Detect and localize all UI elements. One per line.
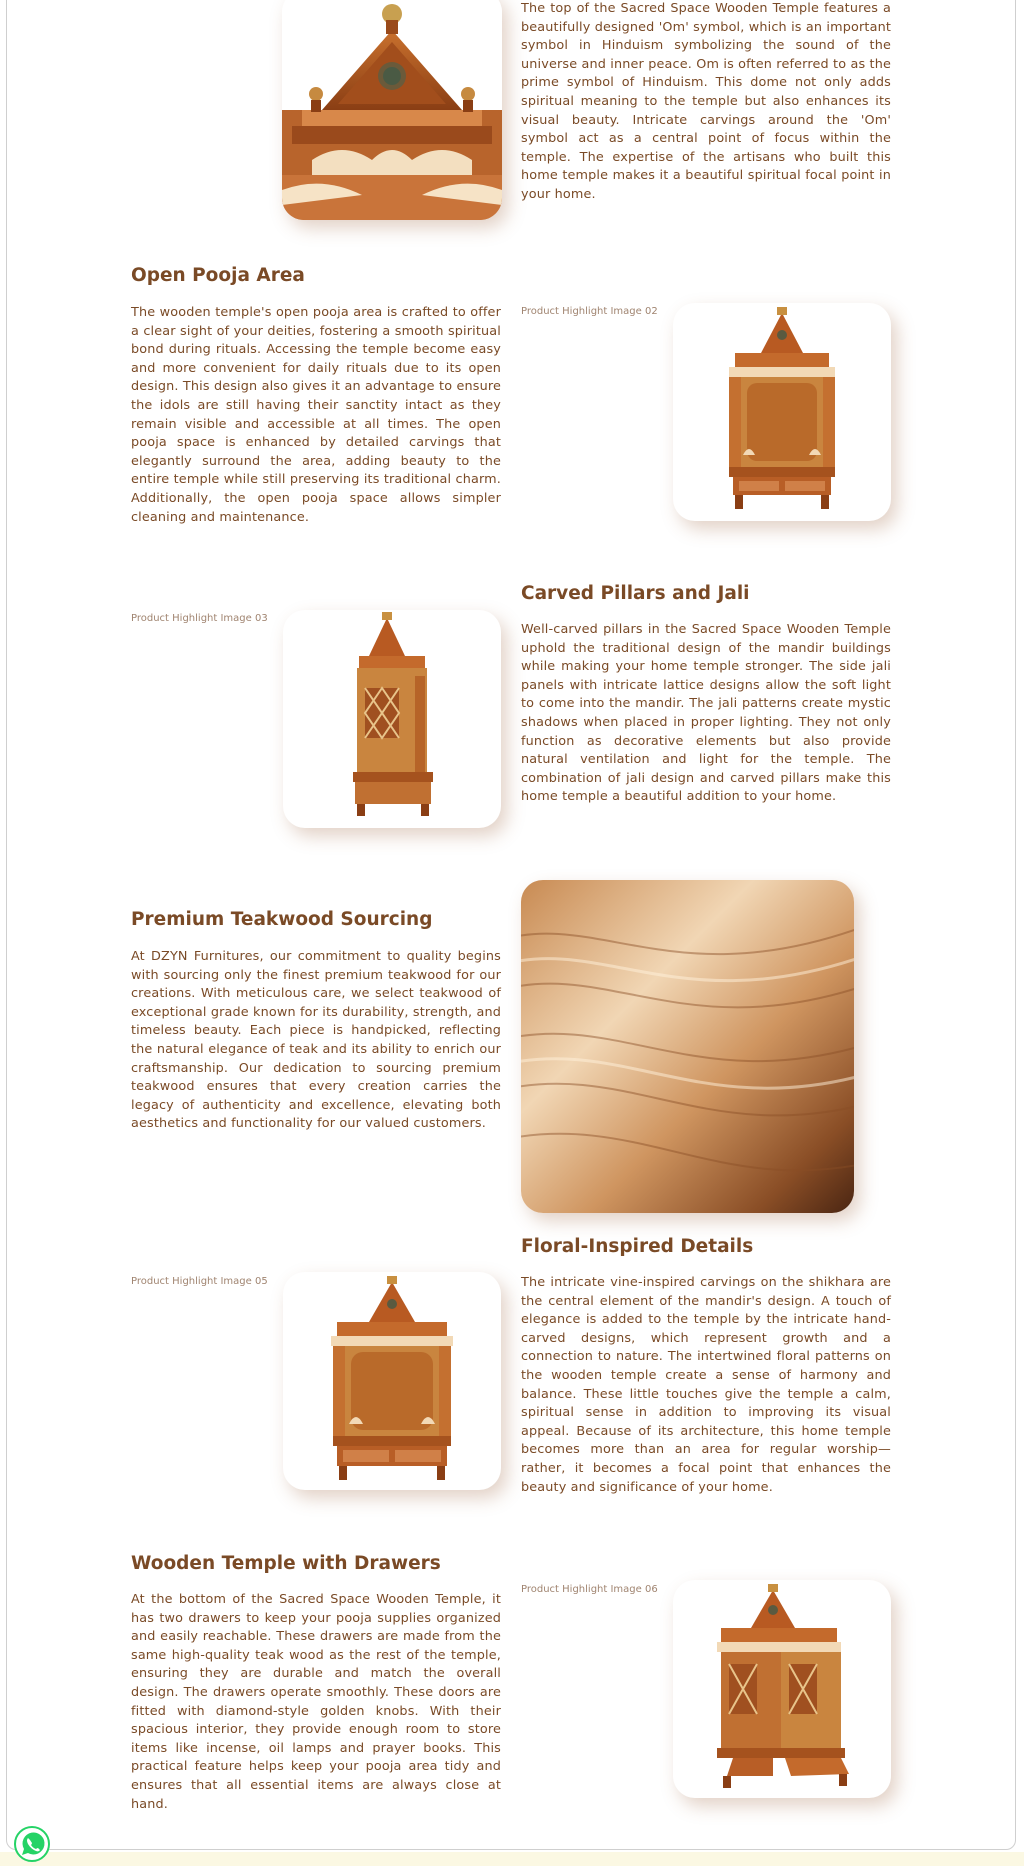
om-dome-description: The top of the Sacred Space Wooden Temple features a beautifully designed 'Om' symbol, which is an important symbol in Hinduism symbolizing the sound of the universe and inner peace. Om is often referred to as the prime symbol of Hinduism. This dome not only adds spiritual meaning to the temple but also enhances its visual beauty. Intricate carvings around the 'Om' symbol act as a central point of focus within the temple. The expertise of the artisans who built this home temple makes it a beautiful spiritual focal point in your home. [521, 1, 891, 202]
open-pooja-image [673, 303, 891, 521]
whatsapp-icon [14, 1826, 50, 1862]
image-caption: Product Highlight Image 05 [131, 1276, 268, 1287]
image-caption: Product Highlight Image 03 [131, 613, 268, 624]
drawers-image [673, 1580, 891, 1798]
temple-side-illustration [283, 610, 501, 828]
temple-front-illustration [673, 303, 891, 521]
temple-angled-illustration [673, 1580, 891, 1798]
temple-dome-closeup-illustration [282, 0, 502, 220]
drawers-description: At the bottom of the Sacred Space Wooden Temple, it has two drawers to keep your pooja supplies organized and easily reachable. These drawers are made from the same high-quality teak wood as the rest of the temple, ensuring they are durable and match the overall design. The drawers operate smoothly. These doors are fitted with diamond-style golden knobs. With their spacious interior, they provide enough room to store items like incense, oil lamps and prayer books. This practical feature helps keep your pooja area tidy and ensures that all essential items are always close at hand. [131, 1592, 501, 1812]
open-pooja-heading: Open Pooja Area [131, 265, 305, 286]
footer-strip [0, 1852, 1024, 1866]
open-pooja-description: The wooden temple's open pooja area is crafted to offer a clear sight of your deities, fostering a smooth spiritual bond during rituals. Accessing the temple become easy and more convenient for daily rituals due to its open design. This design also gives it an advantage to ensure the idols are still having their sanctity intact as they remain visible and accessible at all times. The open pooja space is enhanced by detailed carvings that elegantly surround the area, adding beauty to the entire temple while still preserving its traditional charm. Additionally, the open pooja space allows simpler cleaning and maintenance. [131, 305, 501, 525]
image-caption: Product Highlight Image 02 [521, 306, 658, 317]
pillars-jali-image [283, 610, 501, 828]
whatsapp-button[interactable] [14, 1826, 50, 1862]
teakwood-grain-image [521, 880, 854, 1213]
floral-heading: Floral-Inspired Details [521, 1236, 754, 1257]
teakwood-heading: Premium Teakwood Sourcing [131, 909, 433, 930]
om-dome-image [282, 0, 502, 220]
temple-front-illustration [283, 1272, 501, 1490]
floral-description: The intricate vine-inspired carvings on the shikhara are the central element of the mandir's design. A touch of elegance is added to the temple by the intricate hand-carved designs, which represent growth and a connection to nature. The intertwined floral patterns on the wooden temple create a sense of harmony and balance. These little touches give the temple a calm, spiritual sense in addition to improving its visual appeal. Because of its architecture, this home temple becomes more than an area for regular worship—rather, it becomes a focal point that enhances the beauty and significance of your home. [521, 1275, 891, 1495]
drawers-heading: Wooden Temple with Drawers [131, 1553, 441, 1574]
wood-grain-illustration [521, 880, 854, 1213]
teakwood-description: At DZYN Furnitures, our commitment to quality begins with sourcing only the finest premium teakwood for our creations. With meticulous care, we select teakwood of exceptional grade known for its durability, strength, and timeless beauty. Each piece is handpicked, reflecting the natural elegance of teak and its ability to enrich our craftsmanship. Our dedication to sourcing premium teakwood ensures that every creation carries the legacy of authenticity and excellence, elevating both aesthetics and functionality for our valued customers. [131, 949, 501, 1132]
pillars-jali-description: Well-carved pillars in the Sacred Space Wooden Temple uphold the traditional design of the mandir buildings while making your home temple stronger. The side jali panels with intricate lattice designs allow the soft light to come into the mandir. The jali patterns create mystic shadows when placed in proper lighting. They not only function as decorative elements but also provide natural ventilation and light for the temple. The combination of jali design and carved pillars make this home temple a beautiful addition to your home. [521, 622, 891, 805]
floral-image [283, 1272, 501, 1490]
pillars-jali-heading: Carved Pillars and Jali [521, 583, 750, 604]
image-caption: Product Highlight Image 06 [521, 1584, 658, 1595]
